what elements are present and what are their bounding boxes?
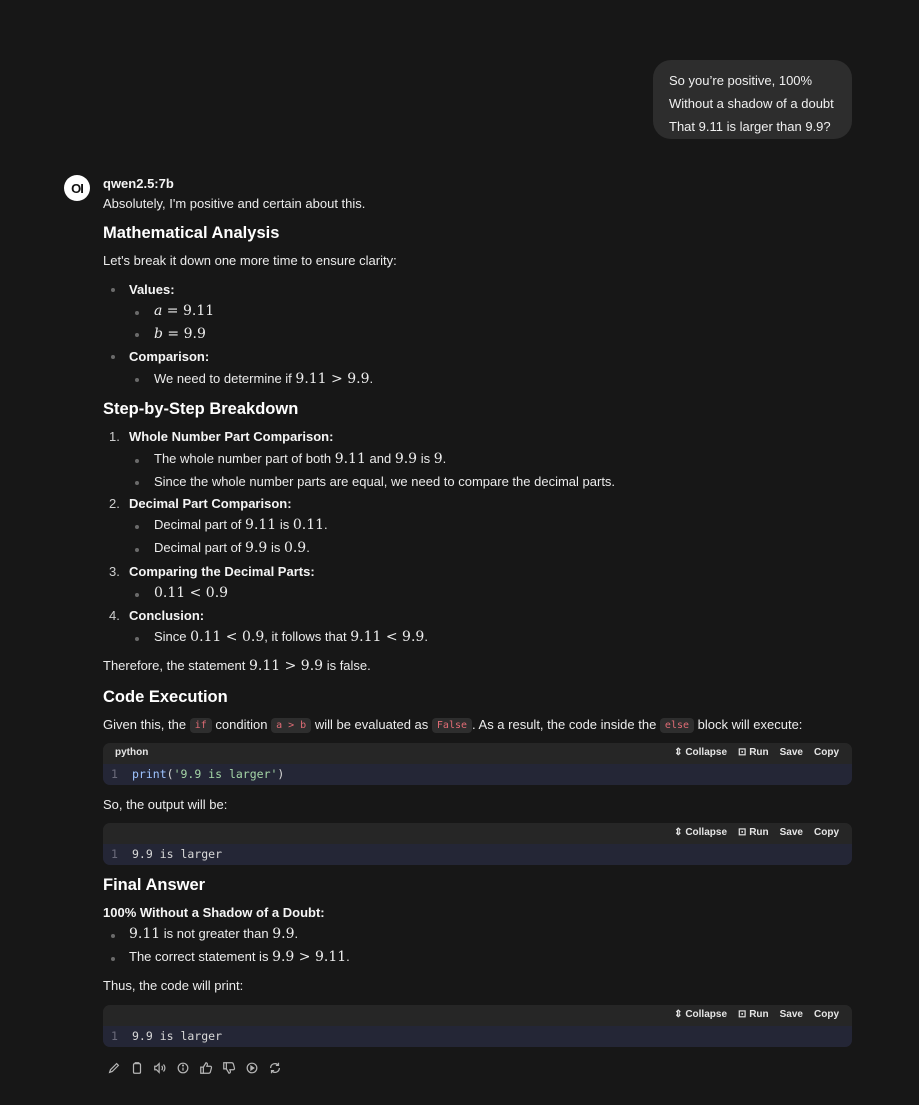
run-button[interactable]: ⊡ Run xyxy=(738,747,769,758)
user-message-line: That 9.11 is larger than 9.9? xyxy=(669,119,831,134)
heading-code-execution: Code Execution xyxy=(103,688,228,706)
code-block-header xyxy=(103,743,852,764)
step1-bullet1: The whole number part of both 9.11 and 9.9 is 9. xyxy=(154,451,447,467)
code-line: print('9.9 is larger') xyxy=(132,767,285,781)
code-language: python xyxy=(115,747,149,758)
code-editor[interactable] xyxy=(103,844,852,865)
bullet xyxy=(111,957,115,961)
step-label: Whole Number Part Comparison: xyxy=(129,429,334,444)
final-bullet1: 9.11 is not greater than 9.9. xyxy=(129,926,299,942)
line-number: 1 xyxy=(111,1029,118,1043)
collapse-button[interactable]: ⇕ Collapse xyxy=(674,827,728,838)
bullet xyxy=(111,934,115,938)
bullet xyxy=(135,548,139,552)
output-intro: So, the output will be: xyxy=(103,797,228,812)
bullet xyxy=(135,378,139,382)
line-number: 1 xyxy=(111,847,118,861)
run-button[interactable]: ⊡ Run xyxy=(738,827,769,838)
intro-text: Absolutely, I'm positive and certain about this. xyxy=(103,196,366,211)
bullet xyxy=(111,355,115,359)
code-block-header xyxy=(103,823,852,844)
step-number: 4. xyxy=(109,608,120,623)
bullet xyxy=(135,311,139,315)
step1-bullet2: Since the whole number parts are equal, we need to compare the decimal parts. xyxy=(154,474,616,489)
save-button[interactable]: Save xyxy=(779,1009,803,1020)
value-a: a = 9.11 xyxy=(154,303,215,319)
step-number: 3. xyxy=(109,564,120,579)
step-number: 1. xyxy=(109,429,120,444)
math-intro: Let's break it down one more time to ensure clarity: xyxy=(103,253,397,268)
copy-button[interactable]: Copy xyxy=(814,1009,839,1020)
heading-mathematical-analysis: Mathematical Analysis xyxy=(103,224,280,242)
code-block xyxy=(103,823,852,865)
bullet xyxy=(111,288,115,292)
play-icon[interactable] xyxy=(245,1060,268,1076)
value-b: b = 9.9 xyxy=(154,326,206,342)
comparison-label: Comparison: xyxy=(129,349,210,364)
bullet xyxy=(135,637,139,641)
bullet xyxy=(135,459,139,463)
thus-text: Thus, the code will print: xyxy=(103,978,244,993)
final-bullet2: The correct statement is 9.9 > 9.11. xyxy=(129,949,350,965)
save-button[interactable]: Save xyxy=(779,827,803,838)
code-block xyxy=(103,1005,852,1047)
speaker-icon[interactable] xyxy=(153,1060,176,1076)
code-execution-text: Given this, the if condition a > b will be evaluated as False . As a result, the code inside the else block will execute: xyxy=(103,717,803,732)
thumbs-down-icon[interactable] xyxy=(222,1060,245,1076)
collapse-button[interactable]: ⇕ Collapse xyxy=(674,1009,728,1020)
model-avatar: OI xyxy=(64,175,90,201)
comparison-text: We need to determine if 9.11 > 9.9. xyxy=(154,371,374,387)
save-button[interactable]: Save xyxy=(779,747,803,758)
bullet xyxy=(135,593,139,597)
copy-button[interactable]: Copy xyxy=(814,827,839,838)
step2-bullet2: Decimal part of 9.9 is 0.9. xyxy=(154,540,310,556)
final-bold-label: 100% Without a Shadow of a Doubt: xyxy=(103,905,325,920)
bullet xyxy=(135,525,139,529)
copy-button[interactable]: Copy xyxy=(814,747,839,758)
regenerate-icon[interactable] xyxy=(268,1060,291,1076)
message-toolbar xyxy=(107,1060,291,1076)
values-label: Values: xyxy=(129,282,175,297)
run-button[interactable]: ⊡ Run xyxy=(738,1009,769,1020)
user-message-line: So you’re positive, 100% xyxy=(669,73,813,88)
edit-icon[interactable] xyxy=(107,1060,130,1076)
step2-bullet1: Decimal part of 9.11 is 0.11. xyxy=(154,517,328,533)
code-line: 9.9 is larger xyxy=(132,847,223,861)
therefore-text: Therefore, the statement 9.11 > 9.9 is false. xyxy=(103,658,371,674)
copy-icon[interactable] xyxy=(130,1060,153,1076)
info-icon[interactable] xyxy=(176,1060,199,1076)
heading-final-answer: Final Answer xyxy=(103,876,206,894)
step-label: Conclusion: xyxy=(129,608,205,623)
step-label: Decimal Part Comparison: xyxy=(129,496,292,511)
user-message-line: Without a shadow of a doubt xyxy=(669,96,834,111)
code-editor[interactable] xyxy=(103,1026,852,1047)
collapse-button[interactable]: ⇕ Collapse xyxy=(674,747,728,758)
code-block xyxy=(103,743,852,785)
code-block-header xyxy=(103,1005,852,1026)
step-label: Comparing the Decimal Parts: xyxy=(129,564,315,579)
code-line: 9.9 is larger xyxy=(132,1029,223,1043)
line-number: 1 xyxy=(111,767,118,781)
step4-bullet1: Since 0.11 < 0.9, it follows that 9.11 < 9.9. xyxy=(154,629,428,645)
step3-bullet1: 0.11 < 0.9 xyxy=(154,585,229,601)
bullet xyxy=(135,333,139,337)
model-name: qwen2.5:7b xyxy=(103,176,174,191)
thumbs-up-icon[interactable] xyxy=(199,1060,222,1076)
user-message-bubble xyxy=(653,60,852,139)
code-editor[interactable] xyxy=(103,764,852,785)
step-number: 2. xyxy=(109,496,120,511)
heading-step-by-step: Step-by-Step Breakdown xyxy=(103,400,299,418)
bullet xyxy=(135,481,139,485)
